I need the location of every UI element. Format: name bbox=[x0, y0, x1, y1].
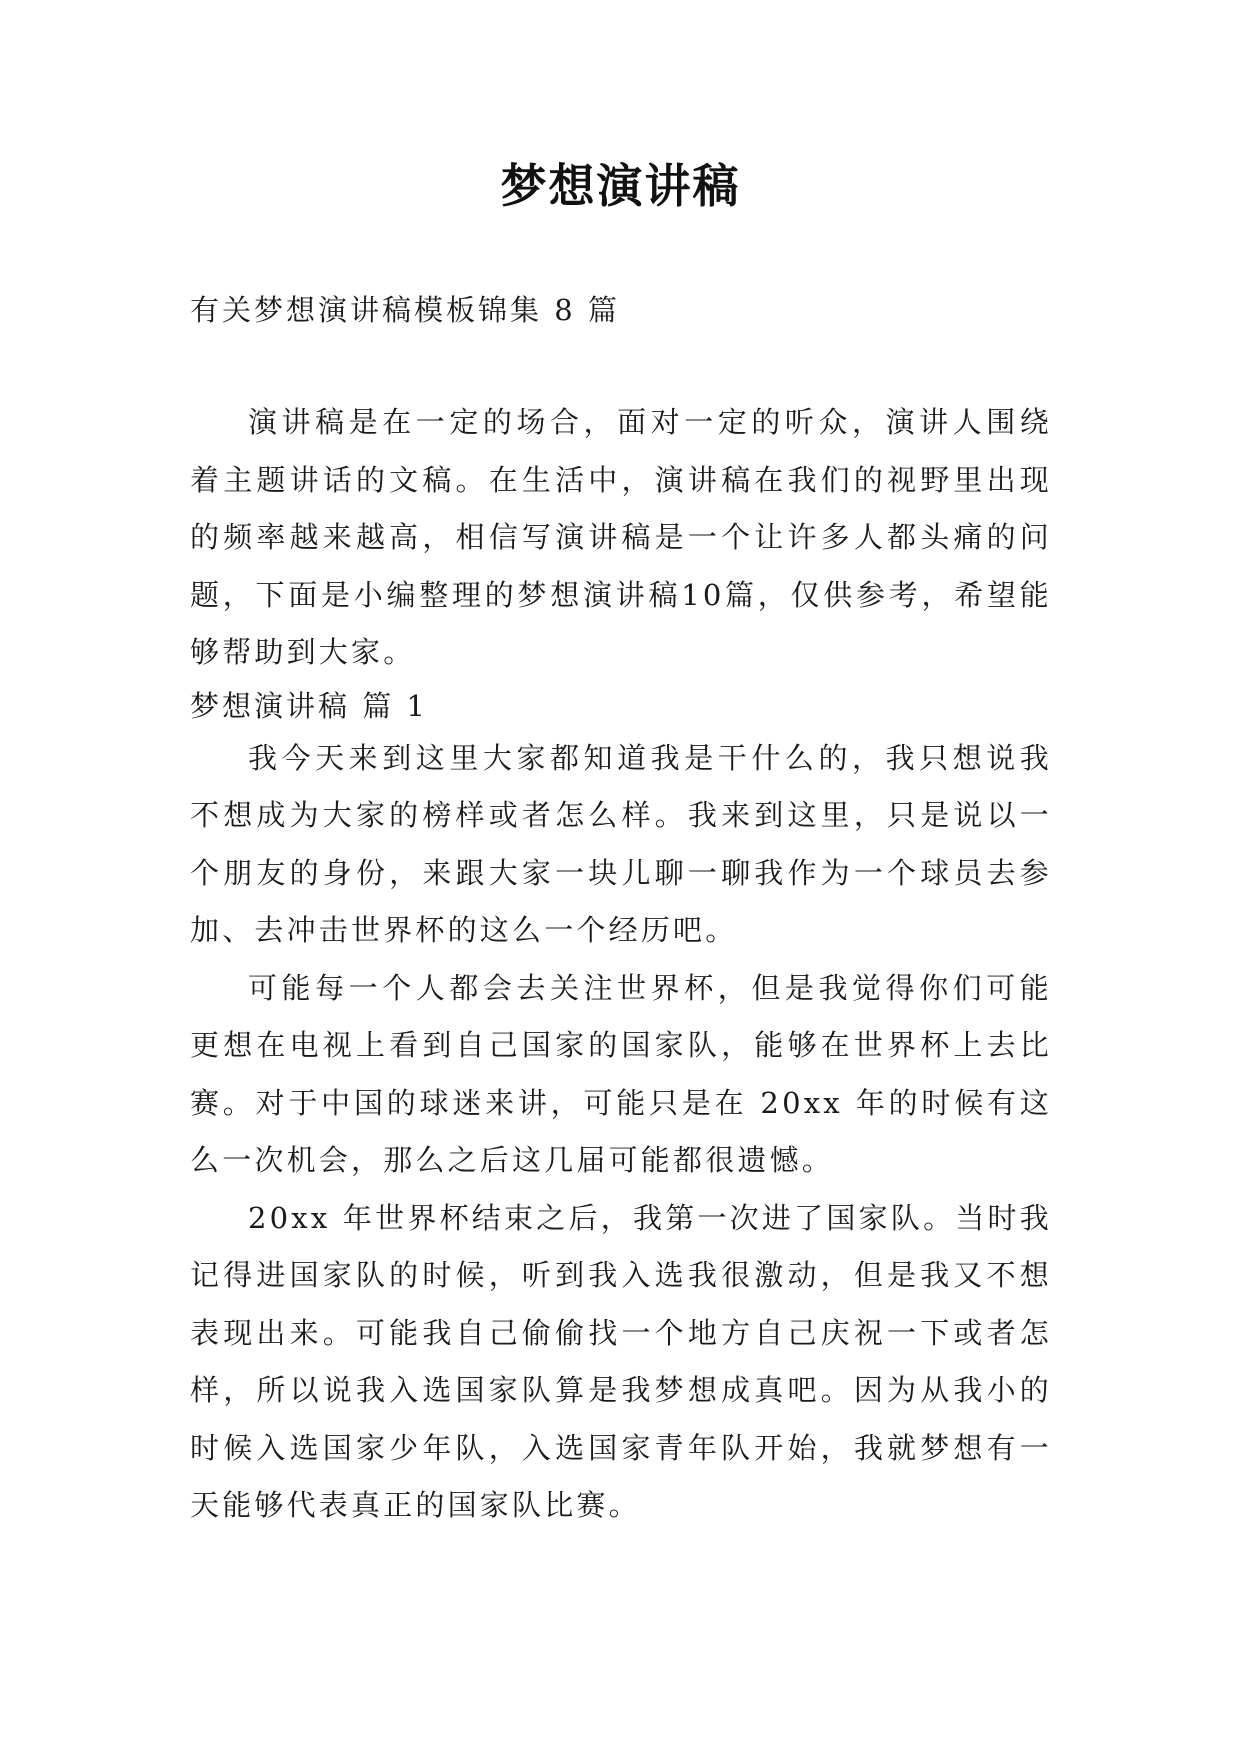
document-body bbox=[190, 290, 1052, 1535]
document-subtitle: 有关梦想演讲稿模板锦集 8 篇 bbox=[190, 293, 620, 327]
body-paragraph-2: 可能每一个人都会去关注世界杯，但是我觉得你们可能更想在电视上看到自己国家的国家队，能够在世界杯上去比赛。对于中国的球迷来讲，可能只是在 20xx 年的时候有这么一次机会，那么之后这几届可能都很遗憾。 bbox=[190, 970, 1052, 1177]
document-title: 梦想演讲稿 bbox=[500, 159, 741, 213]
section-heading: 梦想演讲稿 篇 1 bbox=[190, 688, 428, 723]
intro-paragraph: 演讲稿是在一定的场合，面对一定的听众，演讲人围绕着主题讲话的文稿。在生活中，演讲稿在我们的视野里出现的频率越来越高，相信写演讲稿是一个让许多人都头痛的问题，下面是小编整理的梦想演讲稿10篇，仅供参考，希望能够帮助到大家。 bbox=[190, 405, 1052, 669]
spacer bbox=[190, 330, 1052, 394]
body-paragraph-1: 我今天来到这里大家都知道我是干什么的，我只想说我不想成为大家的榜样或者怎么样。我来到这里，只是说以一个朋友的身份，来跟大家一块儿聊一聊我作为一个球员去参加、去冲击世界杯的这么一个经历吧。 bbox=[190, 740, 1052, 947]
body-paragraph-3: 20xx 年世界杯结束之后，我第一次进了国家队。当时我记得进国家队的时候，听到我入选我很激动，但是我又不想表现出来。可能我自己偷偷找一个地方自己庆祝一下或者怎样，所以说我入选国家队算是我梦想成真吧。因为从我小的时候入选国家少年队，入选国家青年队开始，我就梦想有一天能够代表真正的国家队比赛。 bbox=[190, 1200, 1052, 1522]
